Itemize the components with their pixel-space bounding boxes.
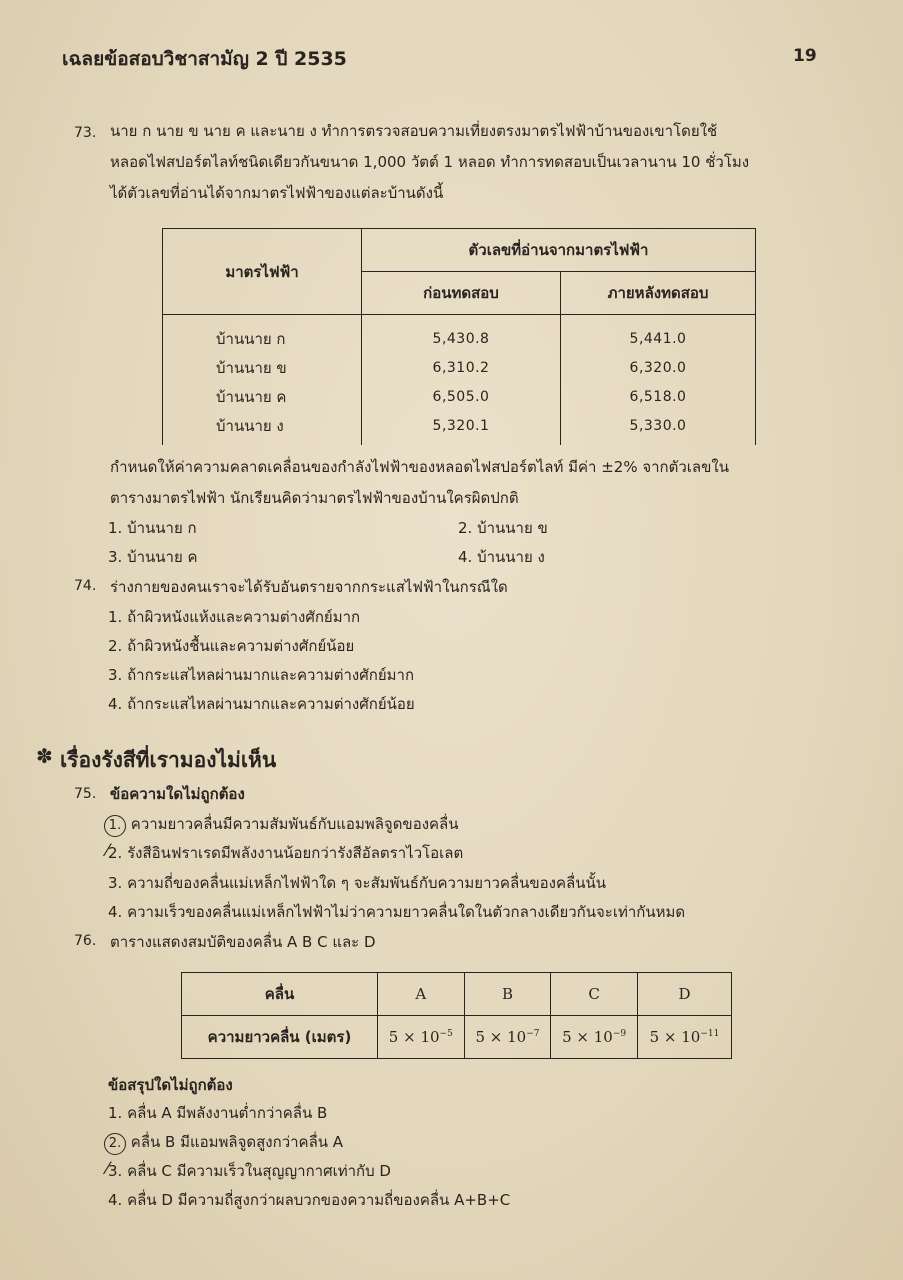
q76-conclusion: ข้อสรุปใดไม่ถูกต้อง xyxy=(108,1076,233,1094)
wavelength-cell: $5 \times 10^{-5}$ xyxy=(378,1016,465,1059)
circled-answer-mark: 2. xyxy=(104,1133,126,1155)
before-cell: 6,505.0 xyxy=(432,389,490,405)
q73-option-4: 4. บ้านนาย ง xyxy=(458,548,545,566)
q75-option-3: 3. ความถี่ของคลื่นแม่เหล็กไฟฟ้าใด ๆ จะสัมพันธ์กับความยาวคลื่นของคลื่นนั้น xyxy=(108,874,606,892)
cross-out-mark-icon: ⁄ xyxy=(106,841,109,861)
house-cell: บ้านนาย ข xyxy=(216,359,287,377)
crossed-number: 2. ⁄ xyxy=(106,841,123,862)
table-row xyxy=(182,1016,732,1059)
house-cell: บ้านนาย ก xyxy=(216,330,286,348)
q73-option-2: 2. บ้านนาย ข xyxy=(458,519,548,537)
wavelength-cell: $5 \times 10^{-11}$ xyxy=(637,1016,731,1059)
q73-number: 73. xyxy=(74,125,97,141)
after-cell: 6,320.0 xyxy=(629,360,687,376)
q73-line: นาย ก นาย ข นาย ค และนาย ง ทำการตรวจสอบความเที่ยงตรงมาตรไฟฟ้าบ้านของเขาโดยใช้ xyxy=(110,122,718,140)
q73-line: หลอดไฟสปอร์ตไลท์ชนิดเดียวกันขนาด 1,000 วัตต์ 1 หลอด ทำการทดสอบเป็นเวลานาน 10 ชั่วโมง xyxy=(110,153,750,171)
after-cell: 5,330.0 xyxy=(629,418,687,434)
page-number: 19 xyxy=(793,46,817,66)
q74-option-1: 1. ถ้าผิวหนังแห้งและความต่างศักย์มาก xyxy=(108,608,361,626)
wave-name-cell: A xyxy=(378,973,465,1016)
q75-question: ข้อความใดไม่ถูกต้อง xyxy=(110,785,245,803)
q75-option-4: 4. ความเร็วของคลื่นแม่เหล็กไฟฟ้าไม่ว่าความยาวคลื่นใดในตัวกลางเดียวกันจะเท่ากันหมด xyxy=(108,903,686,921)
table-row xyxy=(182,973,732,1016)
q75-option-text: ความยาวคลื่นมีความสัมพันธ์กับแอมพลิจูดของคลื่น xyxy=(130,815,459,833)
after-cell: 5,441.0 xyxy=(629,331,687,347)
meter-readings-table xyxy=(162,228,756,445)
q74-option-2: 2. ถ้าผิวหนังชื้นและความต่างศักย์น้อย xyxy=(108,637,355,655)
wave-properties-table xyxy=(181,972,732,1059)
q75-option-text: รังสีอินฟราเรดมีพลังงานน้อยกว่ารังสีอัลตราไวโอเลต xyxy=(127,844,464,862)
q76-option-2 xyxy=(104,1130,343,1155)
after-cell: 6,518.0 xyxy=(629,389,687,405)
q75-option-2 xyxy=(108,841,463,865)
q76-option-text: คลื่น D มีความถี่สูงกว่าผลบวกของความถี่ของคลื่น A+B+C xyxy=(127,1191,511,1209)
q75-option-text: ความถี่ของคลื่นแม่เหล็กไฟฟ้าใด ๆ จะสัมพันธ์กับความยาวคลื่นของคลื่นนั้น xyxy=(127,874,606,892)
q76-option-3 xyxy=(108,1159,391,1183)
before-cell: 5,320.1 xyxy=(432,418,490,434)
col-group-header: ตัวเลขที่อ่านจากมาตรไฟฟ้า xyxy=(362,229,756,272)
wave-name-cell: D xyxy=(637,973,731,1016)
col-before-header: ก่อนทดสอบ xyxy=(362,272,561,315)
section-title: เรื่องรังสีที่เรามองไม่เห็น xyxy=(60,748,277,772)
circled-answer-mark: 1. xyxy=(104,815,126,837)
before-cell: 6,310.2 xyxy=(432,360,490,376)
q76-option-4: 4. คลื่น D มีความถี่สูงกว่าผลบวกของความถี่ของคลื่น A+B+C xyxy=(108,1191,511,1209)
q74-question: ร่างกายของคนเราจะได้รับอันตรายจากกระแสไฟฟ้าในกรณีใด xyxy=(110,578,508,596)
q76-number: 76. xyxy=(74,933,97,949)
q75-option-1 xyxy=(104,812,459,837)
q73-question xyxy=(110,116,749,209)
q74-number: 74. xyxy=(74,578,97,594)
q73-followup-line: ตารางมาตรไฟฟ้า นักเรียนคิดว่ามาตรไฟฟ้าของบ้านใครผิดปกติ xyxy=(110,489,519,507)
q74-option-3: 3. ถ้ากระแสไหลผ่านมากและความต่างศักย์มาก xyxy=(108,666,415,684)
page-header-title: เฉลยข้อสอบวิชาสามัญ 2 ปี 2535 xyxy=(62,48,347,70)
wavelength-label-cell: ความยาวคลื่น (เมตร) xyxy=(182,1016,378,1059)
q76-option-text: คลื่น C มีความเร็วในสุญญากาศเท่ากับ D xyxy=(127,1162,391,1180)
q73-followup xyxy=(110,452,729,514)
house-cell: บ้านนาย ค xyxy=(216,388,287,406)
q73-option-1: 1. บ้านนาย ก xyxy=(108,519,197,537)
q76-option-text: คลื่น A มีพลังงานต่ำกว่าคลื่น B xyxy=(127,1104,328,1122)
wavelength-cell: $5 \times 10^{-7}$ xyxy=(464,1016,551,1059)
leaf-bullet-icon: ✽ xyxy=(36,744,53,768)
before-cell: 5,430.8 xyxy=(432,331,490,347)
q75-option-text: ความเร็วของคลื่นแม่เหล็กไฟฟ้าไม่ว่าความยาวคลื่นใดในตัวกลางเดียวกันจะเท่ากันหมด xyxy=(127,903,686,921)
wave-name-cell: C xyxy=(551,973,638,1016)
q75-number: 75. xyxy=(74,786,97,802)
after-column xyxy=(561,315,756,445)
house-cell: บ้านนาย ง xyxy=(216,417,284,435)
col-meter-header: มาตรไฟฟ้า xyxy=(163,229,362,315)
wave-name-cell: B xyxy=(464,973,551,1016)
cross-out-mark-icon: ⁄ xyxy=(106,1159,109,1179)
wave-label-cell: คลื่น xyxy=(182,973,378,1016)
before-column xyxy=(362,315,561,445)
q73-followup-line: กำหนดให้ค่าความคลาดเคลื่อนของกำลังไฟฟ้าของหลอดไฟสปอร์ตไลท์ มีค่า ±2% จากตัวเลขใน xyxy=(110,458,729,476)
q74-option-4: 4. ถ้ากระแสไหลผ่านมากและความต่างศักย์น้อย xyxy=(108,695,415,713)
q76-option-text: คลื่น B มีแอมพลิจูดสูงกว่าคลื่น A xyxy=(130,1133,344,1151)
q73-line: ได้ตัวเลขที่อ่านได้จากมาตรไฟฟ้าของแต่ละบ้านดังนี้ xyxy=(110,184,444,202)
house-column xyxy=(163,315,362,445)
wavelength-cell: $5 \times 10^{-9}$ xyxy=(551,1016,638,1059)
crossed-number: 3. ⁄ xyxy=(106,1159,123,1180)
q73-option-3: 3. บ้านนาย ค xyxy=(108,548,198,566)
q76-question: ตารางแสดงสมบัติของคลื่น A B C และ D xyxy=(110,933,376,951)
col-after-header: ภายหลังทดสอบ xyxy=(561,272,756,315)
table-row xyxy=(163,315,756,445)
q76-option-1: 1. คลื่น A มีพลังงานต่ำกว่าคลื่น B xyxy=(108,1104,328,1122)
